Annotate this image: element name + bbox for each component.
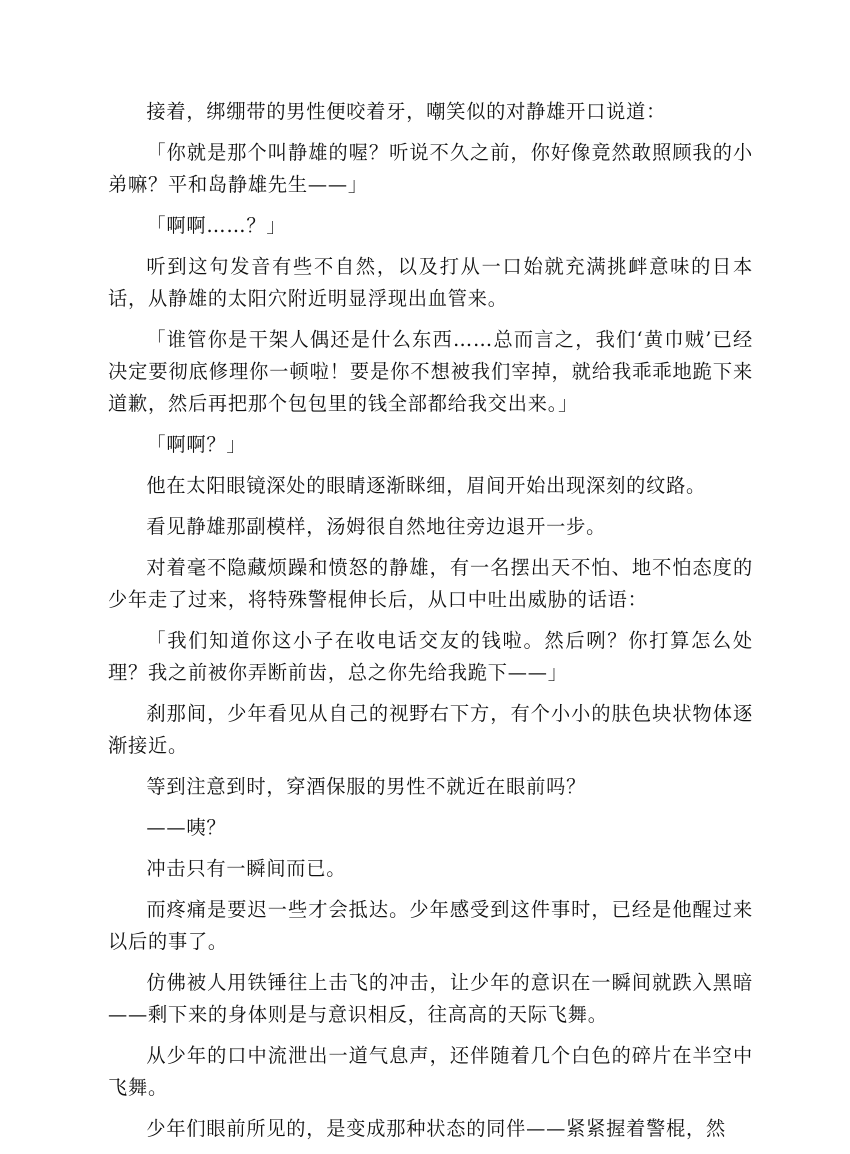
paragraph: 「我们知道你这小子在收电话交友的钱啦。然后咧？你打算怎么处理？我之前被你弄断前齿，总之你先给我跪下——」 (108, 629, 753, 684)
paragraph: 「啊啊？」 (146, 433, 247, 456)
paragraph: 仿佛被人用铁锤往上击飞的冲击，让少年的意识在一瞬间就跌入黑暗——剩下来的身体则是与意识相反，往高高的天际飞舞。 (108, 971, 753, 1026)
paragraph: 刹那间，少年看见从自己的视野右下方，有个小小的肤色块状物体逐渐接近。 (108, 702, 753, 757)
text-body (108, 96, 753, 1154)
paragraph: 接着，绑绷带的男性便咬着牙，嘲笑似的对静雄开口说道： (146, 100, 667, 123)
paragraph: 少年们眼前所见的，是变成那种状态的同伴——紧紧握着警棍，然 (146, 1117, 727, 1140)
paragraph: 「啊啊……？」 (146, 214, 287, 237)
paragraph: 从少年的口中流泄出一道气息声，还伴随着几个白色的碎片在半空中飞舞。 (108, 1044, 753, 1099)
paragraph: 冲击只有一瞬间而已。 (146, 857, 347, 880)
paragraph: 「谁管你是干架人偶还是什么东西……总而言之，我们‘黄巾贼’已经决定要彻底修理你一顿啦！要是你不想被我们宰掉，就给我乖乖地跪下来道歉，然后再把那个包包里的钱全部都给我交出来。」 (108, 328, 753, 415)
paragraph: 他在太阳眼镜深处的眼睛逐渐眯细，眉间开始出现深刻的纹路。 (146, 474, 707, 497)
paragraph: 对着毫不隐藏烦躁和愤怒的静雄，有一名摆出天不怕、地不怕态度的少年走了过来，将特殊警棍伸长后，从口中吐出威胁的话语： (108, 556, 753, 611)
paragraph: 「你就是那个叫静雄的喔？听说不久之前，你好像竟然敢照顾我的小弟嘛？平和岛静雄先生——」 (108, 141, 753, 196)
paragraph: 听到这句发音有些不自然，以及打从一口始就充满挑衅意味的日本话，从静雄的太阳穴附近明显浮现出血管来。 (108, 255, 753, 310)
paragraph: 等到注意到时，穿酒保服的男性不就近在眼前吗？ (146, 775, 587, 798)
paragraph: ——咦？ (146, 816, 227, 839)
paragraph: 看见静雄那副模样，汤姆很自然地往旁边退开一步。 (146, 515, 607, 538)
paragraph: 而疼痛是要迟一些才会抵达。少年感受到这件事时，已经是他醒过来以后的事了。 (108, 898, 753, 953)
